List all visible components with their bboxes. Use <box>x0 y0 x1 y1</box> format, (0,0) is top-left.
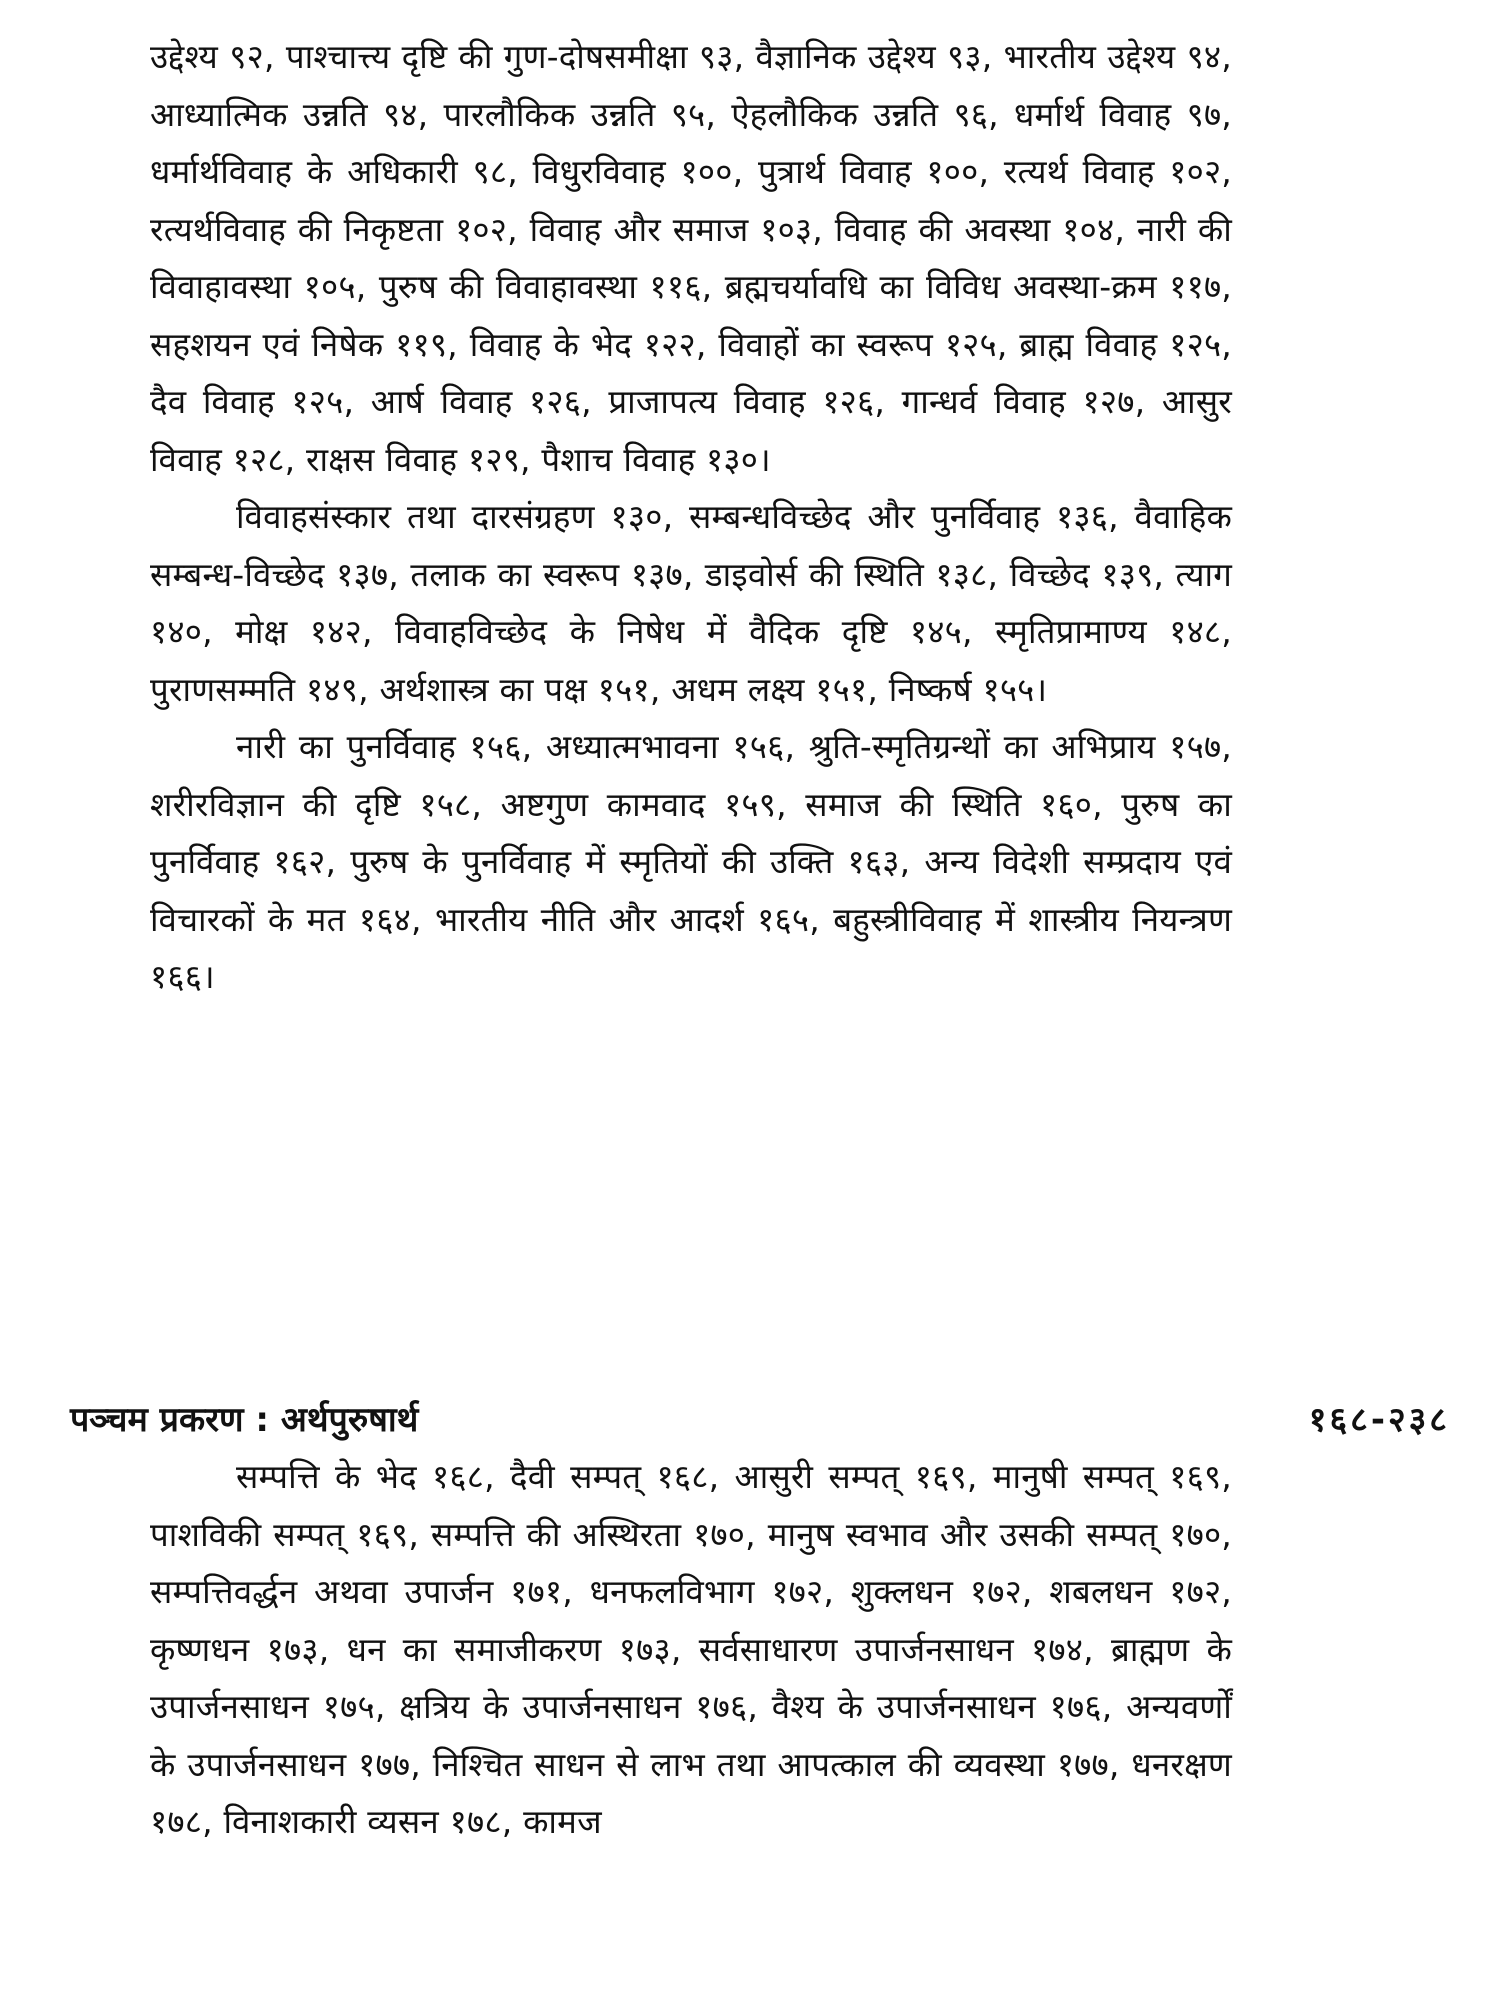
chapter-title: पञ्चम प्रकरण : अर्थपुरुषार्थ <box>70 1400 419 1440</box>
chapter-page-range: १६८-२३८ <box>1308 1400 1450 1440</box>
paragraph-widow-remarriage: नारी का पुनर्विवाह १५६, अध्यात्मभावना १५६, श्रुति-स्मृतिग्रन्थों का अभिप्राय १५७, शरीरविज्ञान की दृष्टि १५८, अष्टगुण कामवाद १५९, समाज की स्थिति १६०, पुरुष का पुनर्विवाह १६२, पुरुष के पुनर्विवाह में स्मृतियों की उक्ति १६३, अन्य विदेशी सम्प्रदाय एवं विचारकों के मत १६४, भारतीय नीति और आदर्श १६५, बहुस्त्रीविवाह में शास्त्रीय नियन्त्रण १६६। <box>150 727 1232 996</box>
paragraph-wealth-types: सम्पत्ति के भेद १६८, दैवी सम्पत् १६८, आसुरी सम्पत् १६९, मानुषी सम्पत् १६९, पाशविकी सम्पत् १६९, सम्पत्ति की अस्थिरता १७०, मानुष स्वभाव और उसकी सम्पत् १७०, सम्पत्तिवर्द्धन अथवा उपार्जन १७१, धनफलविभाग १७२, शुक्लधन १७२, शबलधन १७२, कृष्णधन १७३, धन का समाजीकरण १७३, सर्वसाधारण उपार्जनसाधन १७४, ब्राह्मण के उपार्जनसाधन १७५, क्षत्रिय के उपार्जनसाधन १७६, वैश्य के उपार्जनसाधन १७६, अन्यवर्णों के उपार्जनसाधन १७७, निश्चित साधन से लाभ तथा आपत्काल की व्यवस्था १७७, धनरक्षण १७८, विनाशकारी व्यसन १७८, कामज <box>150 1457 1232 1841</box>
body-text <box>150 28 1232 1006</box>
paragraph-divorce-remarriage: विवाहसंस्कार तथा दारसंग्रहण १३०, सम्बन्धविच्छेद और पुनर्विवाह १३६, वैवाहिक सम्बन्ध-विच्छेद १३७, तलाक का स्वरूप १३७, डाइवोर्स की स्थिति १३८, विच्छेद १३९, त्याग १४०, मोक्ष १४२, विवाहविच्छेद के निषेध में वैदिक दृष्टि १४५, स्मृतिप्रामाण्य १४८, पुराणसम्मति १४९, अर्थशास्त्र का पक्ष १५१, अधम लक्ष्य १५१, निष्कर्ष १५५। <box>150 497 1232 709</box>
chapter-heading <box>70 1392 1450 1452</box>
paragraph-marriage-purposes: उद्देश्य ९२, पाश्चात्त्य दृष्टि की गुण-दोषसमीक्षा ९३, वैज्ञानिक उद्देश्य ९३, भारतीय उद्देश्य ९४, आध्यात्मिक उन्नति ९४, पारलौकिक उन्नति ९५, ऐहलौकिक उन्नति ९६, धर्मार्थ विवाह ९७, धर्मार्थविवाह के अधिकारी ९८, विधुरविवाह १००, पुत्रार्थ विवाह १००, रत्यर्थ विवाह १०२, रत्यर्थविवाह की निकृष्टता १०२, विवाह और समाज १०३, विवाह की अवस्था १०४, नारी की विवाहावस्था १०५, पुरुष की विवाहावस्था ११६, ब्रह्मचर्यावधि का विविध अवस्था-क्रम ११७, सहशयन एवं निषेक ११९, विवाह के भेद १२२, विवाहों का स्वरूप १२५, ब्राह्म विवाह १२५, दैव विवाह १२५, आर्ष विवाह १२६, प्राजापत्य विवाह १२६, गान्धर्व विवाह १२७, आसुर विवाह १२८, राक्षस विवाह १२९, पैशाच विवाह १३०। <box>150 37 1232 479</box>
chapter-body-text <box>150 1448 1232 1851</box>
